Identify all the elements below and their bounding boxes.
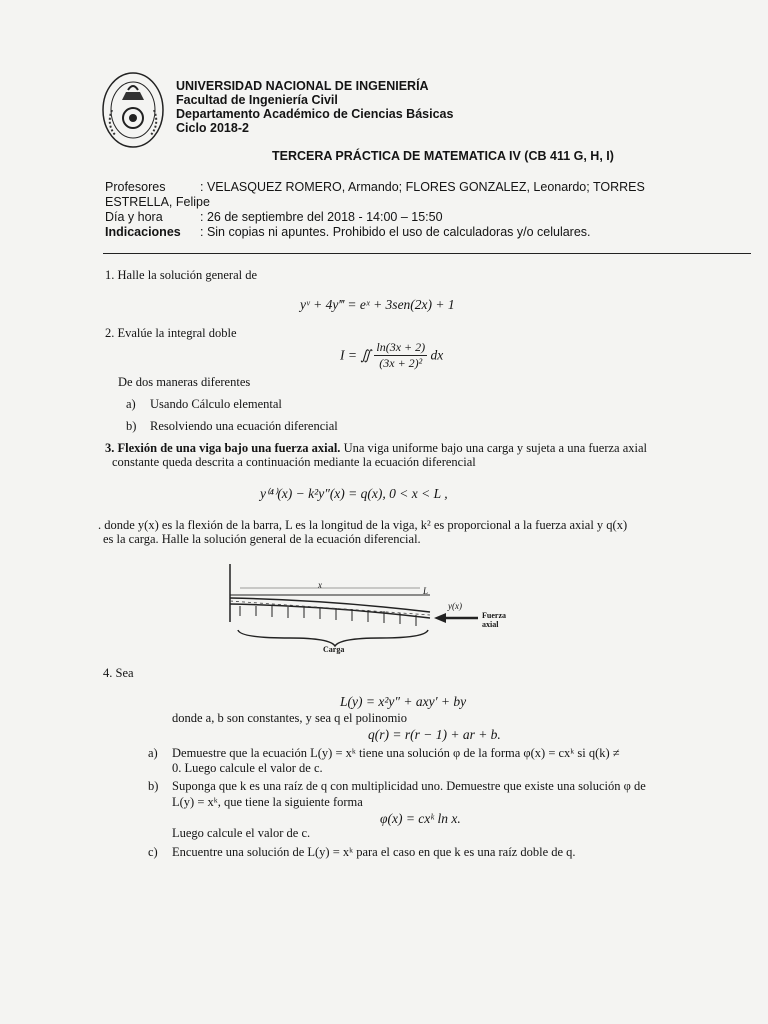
q4-equation-L: L(y) = x²y″ + axy′ + by <box>340 694 467 709</box>
q4-a-line2: 0. Luego calcule el valor de c. <box>172 761 323 775</box>
q4-c-text: Encuentre una solución de L(y) = xᵏ para el caso en que k es una raíz doble de q. <box>172 845 576 859</box>
faculty-name: Facultad de Ingeniería Civil <box>176 93 338 107</box>
q3-text-line1: Una viga uniforme bajo una carga y sujeta a una fuerza axial <box>340 441 648 455</box>
exam-title: TERCERA PRÁCTICA DE MATEMATICA IV (CB 411 G, H, I) <box>272 149 614 163</box>
indications-value: : Sin copias ni apuntes. Prohibido el uso de calculadoras y/o celulares. <box>200 225 591 239</box>
q1-equation: yᵛ + 4y‴ = eˣ + 3sen(2x) + 1 <box>300 297 455 312</box>
professors-label: Profesores <box>105 180 166 194</box>
q4-equation-q: q(r) = r(r − 1) + ar + b. <box>368 727 501 742</box>
indications-label: Indicaciones <box>105 225 181 239</box>
beam-label-x: x <box>318 580 322 590</box>
info-block <box>105 180 645 240</box>
q4-c-label: c) <box>148 845 158 859</box>
beam-label-force <box>482 611 506 629</box>
cycle: Ciclo 2018-2 <box>176 121 249 135</box>
q2-eq-numerator: ln(3x + 2) <box>376 340 426 354</box>
q2-eq-prefix: I = ∬ <box>340 347 372 363</box>
beam-label-yx: y(x) <box>448 601 462 611</box>
q2-eq-suffix: dx <box>430 347 444 363</box>
q3-after-line1: . donde y(x) es la flexión de la barra, L es la longitud de la viga, k² es proporcional a la fuerza axial y q(x) <box>98 518 628 532</box>
professors-value-cont: ESTRELLA, Felipe <box>105 195 210 209</box>
date-label: Día y hora <box>105 210 163 224</box>
q4-b-label: b) <box>148 779 159 793</box>
q4-text1: donde a, b son constantes, y sea q el polinomio <box>172 711 408 725</box>
beam-figure <box>220 562 520 657</box>
q2-b-text: Resolviendo una ecuación diferencial <box>150 419 338 433</box>
beam-label-force-1: Fuerza <box>482 611 506 620</box>
q1-text: 1. Halle la solución general de <box>105 268 258 282</box>
university-seal <box>100 70 166 150</box>
beam-label-L: L <box>423 586 429 596</box>
q3-equation: y⁽⁴⁾(x) − k²y″(x) = q(x), 0 < x < L , <box>260 486 448 501</box>
q4-b-line1: Suponga que k es una raíz de q con multiplicidad uno. Demuestre que existe una solución φ de <box>172 779 646 793</box>
q4-b-line2: L(y) = xᵏ, que tiene la siguiente forma <box>172 795 363 809</box>
q3-paragraph <box>105 441 755 456</box>
header-divider <box>103 253 751 254</box>
q2-eq-denominator: (3x + 2)² <box>379 356 423 370</box>
q4-a-line1: Demuestre que la ecuación L(y) = xᵏ tiene una solución φ de la forma φ(x) = cxᵏ si q(k) ≠ <box>172 746 620 760</box>
q3-title: 3. Flexión de una viga bajo una fuerza axial. <box>105 441 341 455</box>
date-value: : 26 de septiembre del 2018 - 14:00 – 15:50 <box>200 210 443 224</box>
q3-text-line2: constante queda descrita a continuación mediante la ecuación diferencial <box>112 455 476 469</box>
q2-a-label: a) <box>126 397 136 411</box>
q2-subintro: De dos maneras diferentes <box>118 375 251 389</box>
university-seal-icon <box>100 70 166 150</box>
q4-b-line3: Luego calcule el valor de c. <box>172 826 311 840</box>
q3-after-line2: es la carga. Halle la solución general de la ecuación diferencial. <box>103 532 421 546</box>
q2-b-label: b) <box>126 419 137 433</box>
professors-value: : VELASQUEZ ROMERO, Armando; FLORES GONZALEZ, Leonardo; TORRES <box>200 180 645 194</box>
q2-equation <box>340 340 443 371</box>
q2-a-text: Usando Cálculo elemental <box>150 397 282 411</box>
q4-b-equation: φ(x) = cxᵏ ln x. <box>380 811 461 826</box>
beam-label-load: Carga <box>323 645 345 654</box>
q4-a-label: a) <box>148 746 158 760</box>
university-name: UNIVERSIDAD NACIONAL DE INGENIERÍA <box>176 79 429 93</box>
q4-label: 4. Sea <box>103 666 134 680</box>
beam-label-force-2: axial <box>482 620 499 629</box>
q2-text: 2. Evalúe la integral doble <box>105 326 237 340</box>
department-name: Departamento Académico de Ciencias Básicas <box>176 107 454 121</box>
